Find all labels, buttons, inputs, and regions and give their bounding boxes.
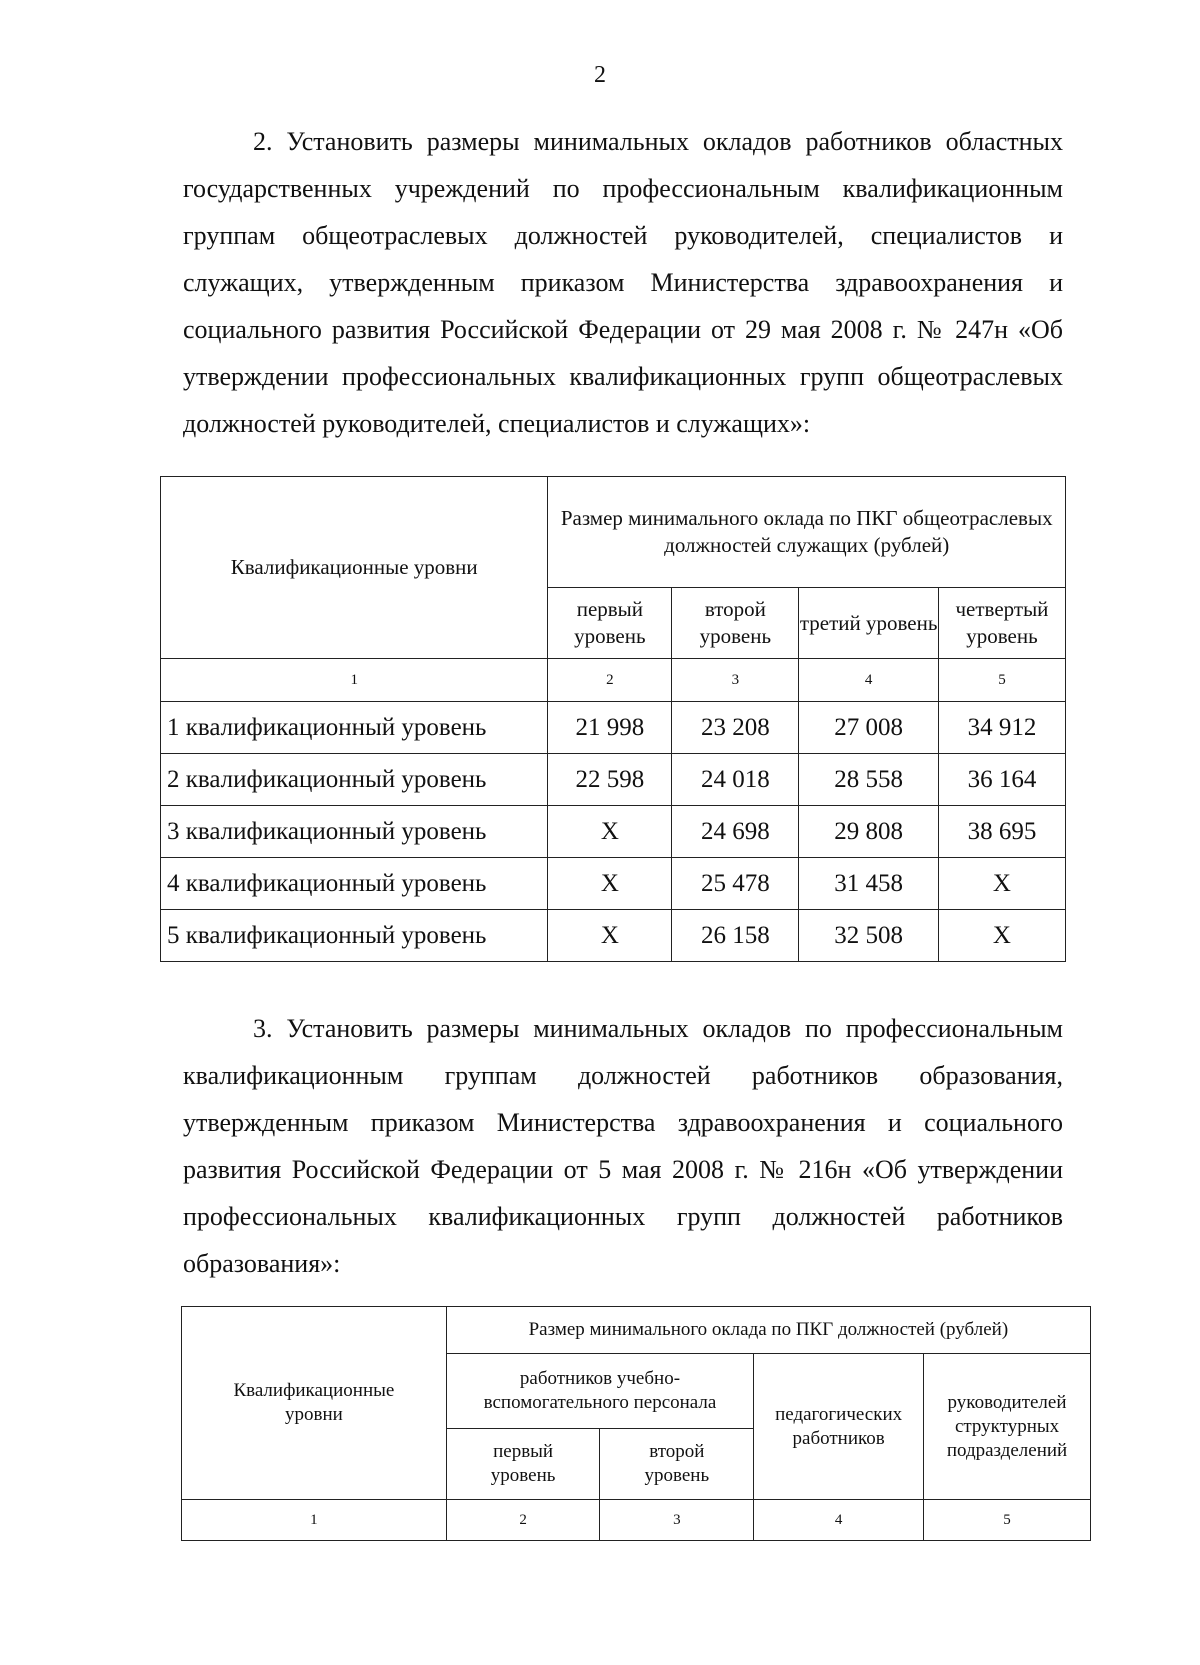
header-level-4: четвертый уровень <box>938 588 1065 659</box>
column-number: 4 <box>799 659 939 702</box>
row-level-label: 2 квалификационный уровень <box>161 754 548 806</box>
column-number: 4 <box>754 1500 924 1541</box>
column-number: 1 <box>182 1500 447 1541</box>
salary-cell: 28 558 <box>799 754 939 806</box>
salary-cell: Х <box>548 910 672 962</box>
salary-cell: Х <box>548 806 672 858</box>
salary-cell: 26 158 <box>672 910 799 962</box>
row-level-label: 4 квалификационный уровень <box>161 858 548 910</box>
row-level-label: 3 квалификационный уровень <box>161 806 548 858</box>
salary-cell: Х <box>938 858 1065 910</box>
salary-cell: 34 912 <box>938 702 1065 754</box>
salary-cell: 23 208 <box>672 702 799 754</box>
salary-cell: 24 698 <box>672 806 799 858</box>
salary-cell: 22 598 <box>548 754 672 806</box>
salary-table-education <box>181 1306 1091 1541</box>
salary-cell: 31 458 <box>799 858 939 910</box>
header-salary-group: Размер минимального оклада по ПКГ общеотраслевых должностей служащих (рублей) <box>548 477 1066 588</box>
header-level-1: первый уровень <box>548 588 672 659</box>
header-level-3: третий уровень <box>799 588 939 659</box>
header-first-level: первый уровень <box>446 1429 600 1500</box>
table-row <box>161 754 1066 806</box>
header-qualification-levels: Квалификационные уровни <box>161 477 548 659</box>
table-row <box>161 910 1066 962</box>
header-second-level: второй уровень <box>600 1429 754 1500</box>
column-number: 2 <box>548 659 672 702</box>
salary-cell: Х <box>548 858 672 910</box>
header-support-staff: работников учебно-вспомогательного персонала <box>446 1354 753 1429</box>
column-number: 5 <box>938 659 1065 702</box>
row-level-label: 5 квалификационный уровень <box>161 910 548 962</box>
salary-cell: 38 695 <box>938 806 1065 858</box>
salary-cell: 32 508 <box>799 910 939 962</box>
header-level-2: второй уровень <box>672 588 799 659</box>
salary-cell: 36 164 <box>938 754 1065 806</box>
header-unit-heads: руководителей структурных подразделений <box>924 1354 1091 1500</box>
column-number: 2 <box>446 1500 600 1541</box>
salary-cell: Х <box>938 910 1065 962</box>
column-number: 1 <box>161 659 548 702</box>
header-qualification-levels: Квалификационные уровни <box>182 1307 447 1500</box>
salary-cell: 21 998 <box>548 702 672 754</box>
column-number: 5 <box>924 1500 1091 1541</box>
table-row <box>161 858 1066 910</box>
salary-cell: 24 018 <box>672 754 799 806</box>
table-row <box>161 806 1066 858</box>
header-teachers: педагогических работников <box>754 1354 924 1500</box>
salary-cell: 29 808 <box>799 806 939 858</box>
paragraph-2: 2. Установить размеры минимальных окладов работников областных государственных учреждений по профессиональным квалификационным группам общеотраслевых должностей руководителей, специалистов и служащих, утвержденным приказом Министерства здравоохранения и социального развития Российской Федерации от 29 мая 2008 г. № 247н «Об утверждении профессиональных квалификационных групп общеотраслевых должностей руководителей, специалистов и служащих»: <box>183 127 1063 438</box>
paragraph-3: 3. Установить размеры минимальных окладов по профессиональным квалификационным группам должностей работников образования, утвержденным приказом Министерства здравоохранения и социального развития Российской Федерации от 5 мая 2008 г. № 216н «Об утверждении профессиональных квалификационных групп должностей работников образования»: <box>183 1014 1063 1278</box>
column-number: 3 <box>600 1500 754 1541</box>
salary-cell: 25 478 <box>672 858 799 910</box>
row-level-label: 1 квалификационный уровень <box>161 702 548 754</box>
page-number: 2 <box>594 62 606 88</box>
salary-cell: 27 008 <box>799 702 939 754</box>
column-number: 3 <box>672 659 799 702</box>
salary-table-general <box>160 476 1066 962</box>
header-salary-group: Размер минимального оклада по ПКГ должностей (рублей) <box>446 1307 1090 1354</box>
table-row <box>161 702 1066 754</box>
